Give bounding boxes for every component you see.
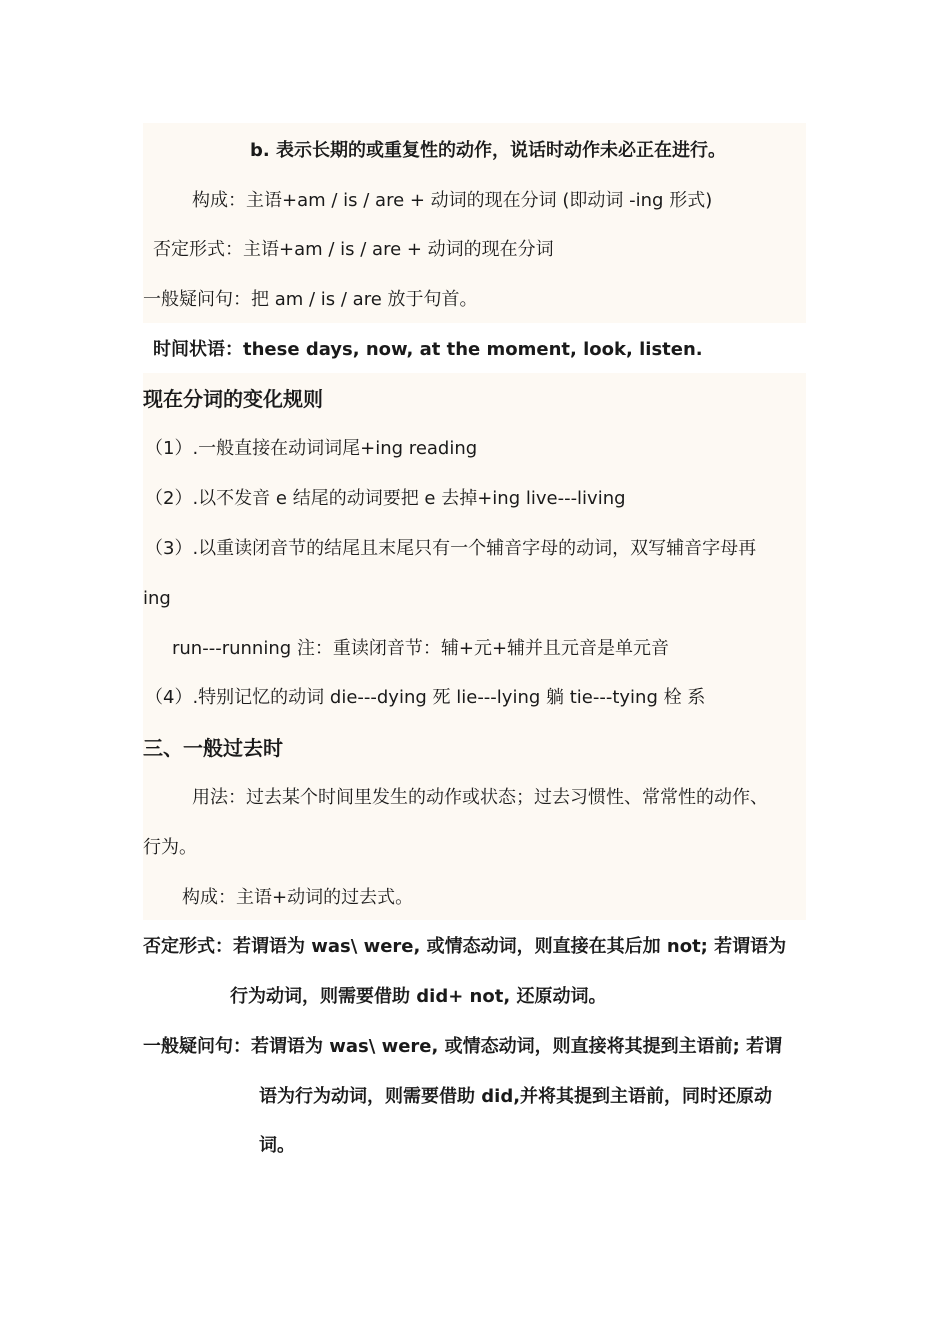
section-title-simple-past: 三、一般过去时 bbox=[143, 736, 283, 760]
rule-1: （1）.一般直接在动词词尾+ing reading bbox=[145, 438, 478, 459]
rule-2: （2）.以不发音 e 结尾的动词要把 e 去掉+ing live---living bbox=[145, 488, 626, 509]
section-title-participle-rules: 现在分词的变化规则 bbox=[143, 387, 323, 411]
structure-line: 构成：主语+am / is / are + 动词的现在分词 (即动词 -ing 形式) bbox=[192, 190, 713, 211]
usage-b-line: b. 表示长期的或重复性的动作，说话时动作未必正在进行。 bbox=[250, 140, 726, 161]
rule-3-example: run---running 注：重读闭音节：辅+元+辅并且元音是单元音 bbox=[172, 638, 670, 659]
past-negative-line-2: 行为动词，则需要借助 did+ not, 还原动词。 bbox=[230, 986, 607, 1007]
question-form-line: 一般疑问句：把 am / is / are 放于句首。 bbox=[143, 289, 478, 310]
past-question-line-3: 词。 bbox=[259, 1135, 295, 1156]
rule-4: （4）.特别记忆的动词 die---dying 死 lie---lying 躺 tie---tying 栓 系 bbox=[145, 687, 706, 708]
rule-3-line-1: （3）.以重读闭音节的结尾且末尾只有一个辅音字母的动词，双写辅音字母再 bbox=[145, 538, 757, 559]
usage-line-1: 用法：过去某个时间里发生的动作或状态；过去习惯性、常常性的动作、 bbox=[192, 787, 768, 808]
rule-3-line-2: ing bbox=[143, 588, 171, 609]
negative-form-line: 否定形式：主语+am / is / are + 动词的现在分词 bbox=[153, 239, 554, 260]
time-adverbials-line: 时间状语：these days, now, at the moment, look, listen. bbox=[153, 339, 703, 360]
past-question-line-1: 一般疑问句：若谓语为 was\ were, 或情态动词，则直接将其提到主语前; 若谓 bbox=[143, 1036, 783, 1057]
past-negative-line-1: 否定形式：若谓语为 was\ were, 或情态动词，则直接在其后加 not; 若谓语为 bbox=[143, 936, 787, 957]
past-question-line-2: 语为行为动词，则需要借助 did,并将其提到主语前，同时还原动 bbox=[259, 1086, 773, 1107]
past-structure-line: 构成：主语+动词的过去式。 bbox=[182, 887, 414, 908]
usage-line-2: 行为。 bbox=[143, 837, 197, 858]
